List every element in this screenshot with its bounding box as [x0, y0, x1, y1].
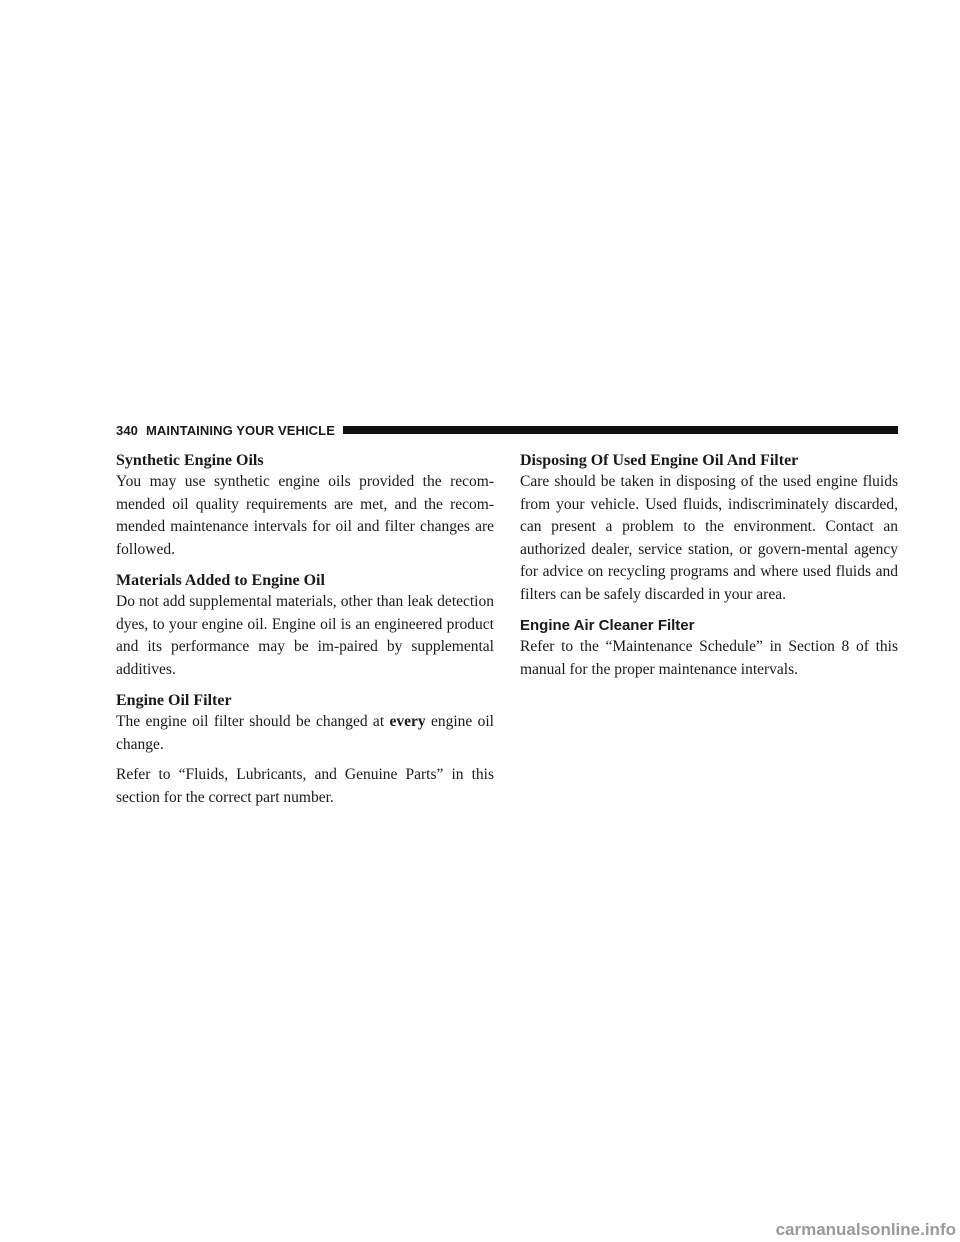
- left-column: [116, 451, 494, 809]
- oil-filter-heading: Engine Oil Filter: [116, 692, 232, 709]
- oil-filter-body-text-end: engine oil change.: [116, 713, 494, 753]
- materials-heading: Materials Added to Engine Oil: [116, 572, 325, 589]
- emphasis-every: every: [389, 713, 426, 730]
- watermark: carmanualsonline.info: [775, 1220, 956, 1239]
- part-number-reference: Refer to “Fluids, Lubricants, and Genuine Parts” in this section for the correct part number.: [116, 766, 494, 806]
- right-column: [520, 451, 898, 681]
- page-header: [116, 421, 898, 439]
- synthetic-oils-body: You may use synthetic engine oils provided the recom-mended oil quality requirements are met, and the recom-mended maintenance intervals for oil and filter changes are followed.: [116, 473, 494, 558]
- header-rule: [343, 426, 898, 434]
- section-title: MAINTAINING YOUR VEHICLE: [146, 422, 335, 438]
- materials-body: Do not add supplemental materials, other than leak detection dyes, to your engine oil. Engine oil is an engineered product and its performance may be im-paired by supplemental additives.: [116, 593, 494, 678]
- air-cleaner-body: Refer to the “Maintenance Schedule” in Section 8 of this manual for the proper maintenance intervals.: [520, 638, 898, 678]
- oil-filter-body: [116, 711, 494, 756]
- disposing-heading: Disposing Of Used Engine Oil And Filter: [520, 452, 799, 469]
- synthetic-oils-heading: Synthetic Engine Oils: [116, 452, 264, 469]
- air-cleaner-heading: Engine Air Cleaner Filter: [520, 617, 695, 634]
- page-number: 340: [116, 422, 138, 438]
- disposing-body: Care should be taken in disposing of the used engine fluids from your vehicle. Used fluids, indiscriminately discarded, can present a problem to the environment. Contact an authorized dealer, service station, or govern-mental agency for advice on recycling programs and where used fluids and filters can be safely discarded in your area.: [520, 473, 898, 603]
- oil-filter-body-text: The engine oil filter should be changed at: [116, 713, 390, 730]
